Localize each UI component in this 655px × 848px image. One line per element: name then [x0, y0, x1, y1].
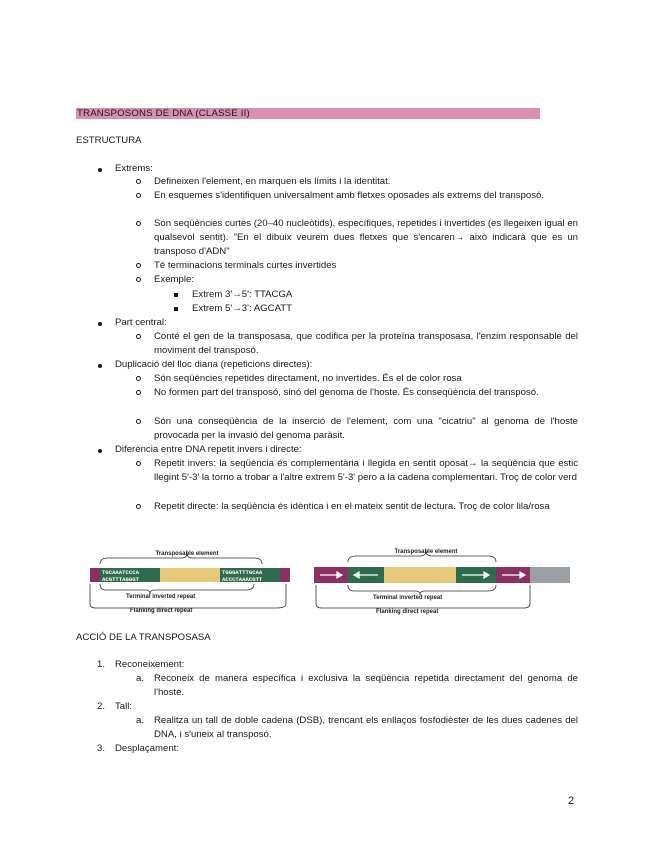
circle-bullet-icon	[136, 263, 141, 268]
step-2-label: Tall:	[115, 701, 133, 712]
circle-bullet-icon	[136, 179, 141, 184]
section-title: TRANSPOSONS DE DNA (CLASSE II)	[77, 108, 250, 119]
step-1-number: 1.	[97, 659, 106, 670]
flank-left	[90, 568, 100, 582]
bullet-icon	[98, 168, 102, 172]
square-bullet-icon	[174, 307, 178, 311]
bullet-icon	[98, 449, 102, 453]
left-label-flanking: Flanking direct repeat	[130, 608, 193, 614]
accio-heading: ACCIÓ DE LA TRANSPOSASA	[76, 632, 211, 643]
circle-bullet-icon	[136, 419, 141, 424]
extrems-item-5: Exemple:	[154, 274, 194, 285]
page-number: 2	[568, 795, 575, 807]
extrems-item-4: Té terminacions terminals curtes invertides	[154, 260, 337, 271]
step-1-sub: a.	[136, 673, 145, 684]
step-3-label: Desplaçament:	[115, 743, 179, 754]
right-label-flanking: Flanking direct repeat	[376, 609, 439, 615]
duplicacio-item-1: Són seqüències repetides directament, no invertides. És el de color rosa	[154, 373, 462, 384]
section-title-bar	[76, 108, 540, 119]
step-1-label: Reconeixement:	[115, 659, 185, 670]
transposon-figure	[86, 540, 574, 622]
circle-bullet-icon	[136, 334, 141, 339]
example-1: Extrem 3'→5': TTACGA	[192, 289, 293, 300]
left-diagram	[90, 551, 290, 614]
extrems-item-3: Són seqüències curtes (20–40 nucleòtids), específiques, repetides i invertides (es llegeixen igual en qualsevol sentit). "En el dibuix veurem dues fletxes que s'encaren→ això indicarà que es un transposo d'ADN"	[154, 218, 578, 257]
circle-bullet-icon	[136, 461, 141, 466]
step-2-text: Realitza un tall de doble cadena (DSB), trencant els enllaços fosfodièster de les dues cadenes del DNA, i s'uneix al transposó.	[154, 715, 578, 740]
right-label-inverted: Terminal inverted repeat	[373, 595, 443, 601]
duplicacio-item-2: No formen part del transposó, sinó del genoma de l'hoste. És conseqüència del transposó.	[154, 387, 539, 398]
right-brace-inverted	[348, 585, 496, 595]
duplicacio-label: Duplicació del lloc diana (repeticions directes):	[115, 359, 313, 370]
diferencia-label: Diferència entre DNA repetit invers i directe:	[115, 444, 302, 455]
left-brace-inverted	[100, 584, 254, 594]
flank-right	[280, 568, 290, 582]
central-item-1: Conté el gen de la transposasa, que codifica per la proteïna transposasa, l'enzim responsable del moviment del transposó.	[154, 331, 578, 356]
transposon-body-right	[384, 567, 456, 583]
square-bullet-icon	[174, 293, 178, 297]
left-title: Transposable element	[155, 551, 219, 557]
extrems-label: Extrems:	[115, 163, 153, 174]
step-1-text: Reconeix de manera específica i exclusiva la seqüència repetida directament del genoma de l'hoste.	[154, 673, 578, 698]
example-2: Extrem 5'→3': AGCATT	[192, 303, 292, 314]
left-label-inverted: Terminal inverted repeat	[126, 594, 196, 600]
transposon-body-left	[160, 568, 220, 582]
circle-bullet-icon	[136, 376, 141, 381]
bullet-icon	[98, 322, 102, 326]
circle-bullet-icon	[136, 390, 141, 395]
step-3-number: 3.	[97, 743, 106, 754]
step-2-number: 2.	[97, 701, 106, 712]
diferencia-item-2: Repetit directe: la seqüència és idèntica i en el mateix sentit de lectura. Troç de color lila/rosa	[154, 501, 550, 512]
duplicacio-item-3: Són una conseqüència de la inserció de l'element, com una "cicatriu" al genoma de l'hoste provocada per la invasió del genoma paràsit.	[154, 416, 578, 441]
right-title: Transposable element	[394, 549, 458, 555]
extrems-item-2: En esquemes s'identifiquen universalment amb fletxes oposades als extrems del transposó.	[154, 190, 545, 201]
circle-bullet-icon	[136, 221, 141, 226]
step-2-sub: a.	[136, 715, 145, 726]
central-label: Part central:	[115, 317, 167, 328]
right-diagram	[314, 549, 570, 615]
seq-left-top: TGCAAATCCCA	[102, 569, 139, 576]
extrems-item-1: Defineixen l'element, en marquen els límits i la identitat.	[154, 176, 391, 187]
diferencia-item-1: Repetit invers: la seqüència és complementària i llegida en sentit oposat→ la seqüència que estic llegint 5'-3' la torno a trobar a l'altre extrem 5'-3' pero a la cadena complementari. Troç de color verd	[154, 458, 578, 483]
circle-bullet-icon	[136, 277, 141, 282]
seq-right-top: TGGGATTTGCAA	[222, 569, 263, 576]
circle-bullet-icon	[136, 504, 141, 509]
seq-left-bottom: ACGTTTAGGGT	[102, 576, 139, 583]
bullet-icon	[98, 364, 102, 368]
circle-bullet-icon	[136, 193, 141, 198]
seq-right-bottom: ACCCTAAACGTT	[222, 576, 263, 583]
estructura-heading: ESTRUCTURA	[76, 135, 142, 146]
